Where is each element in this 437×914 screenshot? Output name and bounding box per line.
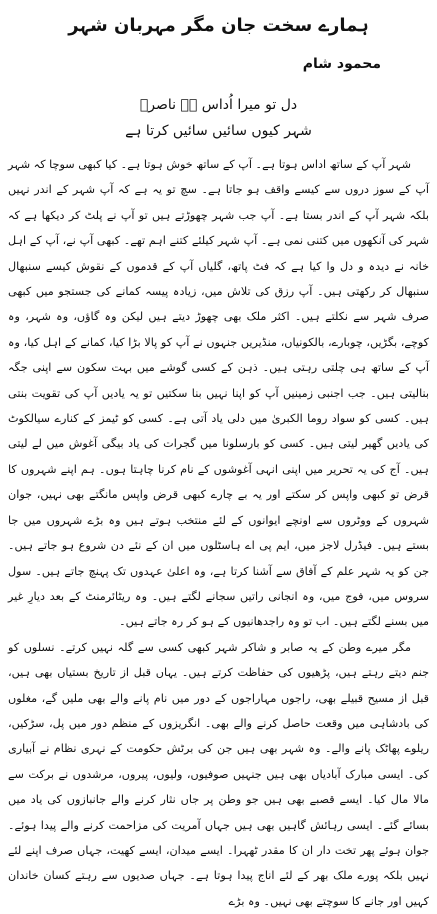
verse-couplet [8,92,429,144]
verse-line-1: دل تو میرا اُداس ہے ناصرؔ [139,97,298,113]
paragraph-1: شہر آپ کے ساتھ اداس ہوتا ہے۔ آپ کے ساتھ خوش ہوتا ہے۔ کیا کبھی سوچا کہ شہر آپ کے سوز دروں سے کیسے واقف ہو جاتا ہے۔ سچ تو یہ ہے کہ آپ شہر کے اندر نہیں بلکہ شہر آپ کے اندر بستا ہے۔ آپ جب شہر چھوڑتے ہیں تو آپ نے پلٹ کر دیکھا ہے کہ شہر کی آنکھوں میں کتنی نمی ہے۔ آپ شہر کیلئے کتنے اہم تھے۔ کبھی آپ نے، آپ کے اہل خانہ نے دیدہ و دل وا کیا ہے کہ فٹ پاتھ، گلیاں آپ کے قدموں کے نقوش کیسے سنبھال سنبھال کر رکھتی ہیں۔ آپ رزق کی تلاش میں، زیادہ پیسہ کمانے کی جستجو میں کبھی صرف شہر سے نکلتے ہیں۔ اکثر ملک بھی چھوڑ دیتے ہیں لیکن وہ گاؤں، وہ شہر، وہ کوچے، بگڑیں، چوبارے، بالکونیاں، منڈیریں جنہوں نے آپ کو پالا بڑا کیا، کمانے کے اہل کیا، وہ آپ کے ساتھ ہی چلتی رہتی ہیں۔ ذہن کے کسی گوشے میں بہت سکون سے اپنی جگہ بنالیتی ہیں۔ جب اجنبی زمینیں آپ کو اپنا نہیں بنا سکتیں تو یہ یادیں آپ کی تقویت بنتی ہیں۔ کسی کو سواد روما الکبریٰ میں دلی یاد آتی ہے۔ کسی کو ٹیمز کے کنارے سیالکوٹ کی یادیں گھیر لیتی ہیں۔ کسی کو بارسلونا میں گجرات کی یاد بیگی آغوش میں لے لیتی ہیں۔ آج کی یہ تحریر میں اپنی انہی آغوشوں کے نام کرنا چاہتا ہوں۔ ہم اپنے شہروں کا قرض تو کبھی واپس کر سکتے اور یہ بے چارے کبھی قرض واپس مانگتے بھی نہیں، جوان شہروں کے ووٹروں سے اونچے ایوانوں کے لئے منتخب ہوتے ہیں وہ بڑے شہروں میں جا بستے ہیں۔ فیڈرل لاجز میں، ایم پی اے ہاسٹلوں میں ان کے نئے دن شروع ہو جاتے ہیں۔ جن کو یہ شہر علم کے آفاق سے آشنا کرتا ہے، وہ اعلیٰ عہدوں تک پہنچ جاتے ہیں۔ سول سروس میں، فوج میں، وہ انجانی راتیں سجانے لگتے ہیں۔ وہ ریٹائرمنٹ کے بعد دیارِ غیر میں بسنے لگتے ہیں۔ اب تو وہ راجدھانیوں کے ہو کر رہ جاتے ہیں۔ [8,158,429,629]
author-name: محمود شام [302,56,381,72]
article-title: ہمارے سخت جان مگر مہربان شہر [68,15,369,36]
article-body [8,152,429,914]
verse-line-2: شہر کیوں سائیں سائیں کرتا ہے [125,123,312,139]
paragraph-2: مگر میرے وطن کے یہ صابر و شاکر شہر کبھی کسی سے گلہ نہیں کرتے۔ نسلوں کو جنم دیتے رہتے ہیں، پڑھیوں کی حفاظت کرتے ہیں۔ یہاں قبل از تاریخ بستیاں بھی ہیں، قبل از مسیح قبیلے بھی، راجوں مہاراجوں کے دور میں نام پانے والے بھی ملیں گے، مغلوں کی بادشاہی میں وقعت حاصل کرنے والے بھی۔ انگریزوں کے منظم دور میں پل، سڑکیں، ریلوے پھاٹک پانے والے۔ وہ شہر بھی ہیں جن کی برٹش حکومت کے نہری نظام نے آبیاری کی۔ ایسی مبارک آبادیاں بھی ہیں جنہیں صوفیوں، ولیوں، پیروں، مرشدوں نے برکت سے مالا مال کیا۔ ایسے قصبے بھی ہیں جو وطن پر جاں نثار کرنے والے جانبازوں کی یاد میں بسائے گئے۔ ایسی رہائش گاہیں بھی ہیں جہاں آمریت کی مزاحمت کرنے والے پیدا ہوئے۔ جوان ہوئے پھر تخت دار ان کا مقدر ٹھہرا۔ ایسے میدان، ایسے کھیت، جہاں صرف اپنے لئے نہیں بلکہ پورے ملک بھر کے لئے اناج پیدا ہوتا ہے۔ جہاں صدیوں سے رہتے کسان خاندان کہیں اور جانے کا سوچتے بھی نہیں۔ وہ بڑے [8,640,429,908]
